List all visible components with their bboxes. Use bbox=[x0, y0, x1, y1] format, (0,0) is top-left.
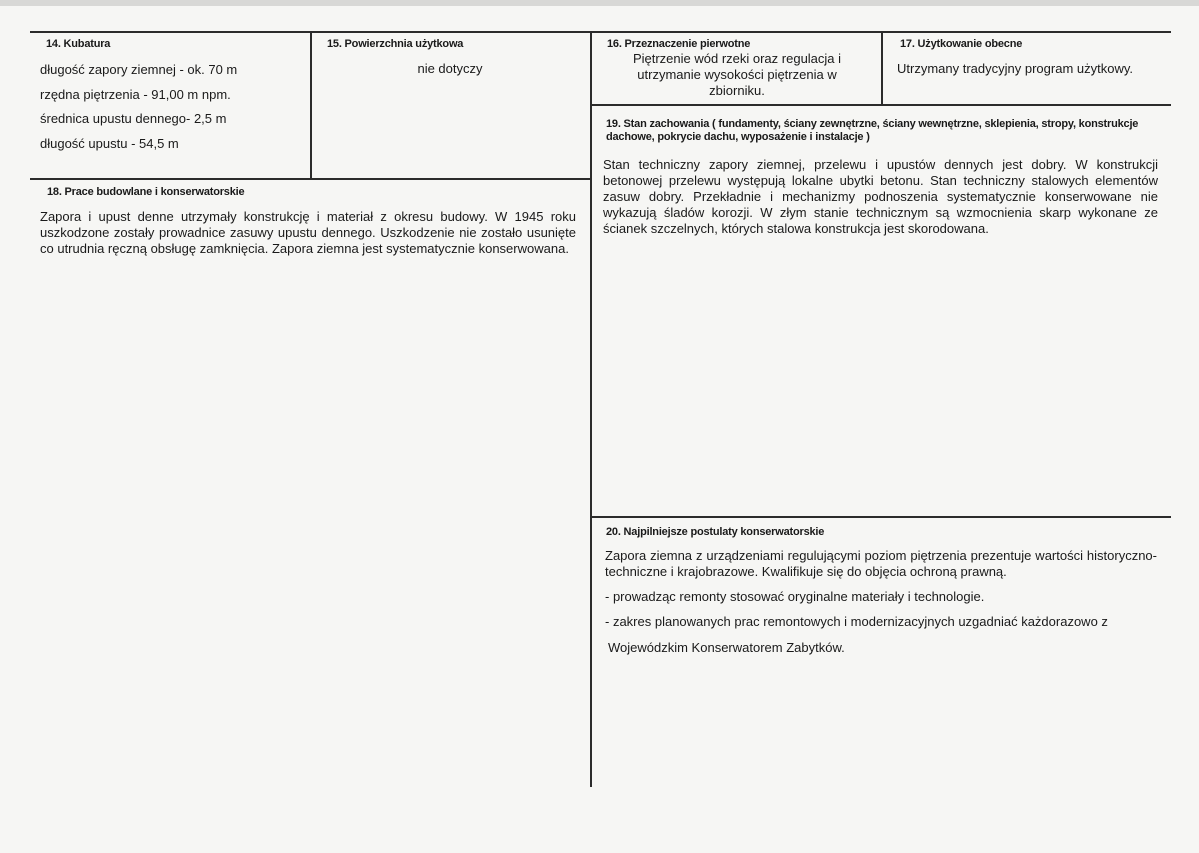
section-14-line-1: długość zapory ziemnej - ok. 70 m bbox=[40, 62, 238, 77]
section-15-value: nie dotyczy bbox=[417, 61, 483, 76]
section-20-item-2: - zakres planowanych prac remontowych i modernizacyjnych uzgadniać każdorazowo z bbox=[605, 614, 1108, 629]
section-14-line-4: długość upustu - 54,5 m bbox=[40, 136, 179, 151]
section-20-item-3: Wojewódzkim Konserwatorem Zabytków. bbox=[608, 640, 845, 655]
section-19-heading: 19. Stan zachowania ( fundamenty, ściany zewnętrzne, ściany wewnętrzne, sklepienia, stropy, konstrukcje dachowe, pokrycie dachu, wyposażenie i instalacje ) bbox=[606, 118, 1139, 143]
divider-16-17 bbox=[881, 31, 883, 105]
section-20-heading: 20. Najpilniejsze postulaty konserwatorskie bbox=[606, 526, 825, 538]
top-rule bbox=[30, 31, 1171, 33]
section-18-text: Zapora i upust denne utrzymały konstrukcję i materiał z okresu budowy. W 1945 roku uszkodzone zostały prowadnice zasuwy upustu dennego. Uszkodzenie nie zostało usunięte co utrudnia ręczną obsługę zamknięcia. Zapora ziemna jest systematycznie konserwowana. bbox=[40, 209, 576, 256]
section-14-line-3: średnica upustu dennego- 2,5 m bbox=[40, 111, 227, 126]
section-15-heading: 15. Powierzchnia użytkowa bbox=[327, 38, 464, 50]
section-16-text: Piętrzenie wód rzeki oraz regulacja i utrzymanie wysokości piętrzenia w zbiorniku. bbox=[632, 51, 842, 98]
rule-above-19 bbox=[590, 104, 1171, 106]
scan-edge bbox=[0, 0, 1199, 6]
section-19-text: Stan techniczny zapory ziemnej, przelewu i upustów dennych jest dobry. W konstrukcji betonowej przelewu występują lokalne ubytki betonu. Stan techniczny stalowych elementów zasuw dobry. Przekładnie i mechanizmy podnoszenia systematycznie konserwowane nie wykazują śladów korozji. W złym stanie technicznym są wzmocnienia skarp wykonane ze ścianek szczelnych, których stalowa konstrukcja jest skorodowana. bbox=[603, 157, 1158, 236]
section-17-heading: 17. Użytkowanie obecne bbox=[900, 38, 1023, 50]
section-14-line-2: rzędna piętrzenia - 91,00 m npm. bbox=[40, 87, 231, 102]
section-20-text: Zapora ziemna z urządzeniami regulującymi poziom piętrzenia prezentuje wartości historyczno-techniczne i krajobrazowe. Kwalifikuje się do objęcia ochroną prawną. bbox=[605, 548, 1157, 579]
rule-above-20 bbox=[590, 516, 1171, 518]
section-14-heading: 14. Kubatura bbox=[46, 38, 111, 50]
section-16-heading: 16. Przeznaczenie pierwotne bbox=[607, 38, 751, 50]
section-20-item-1: - prowadząc remonty stosować oryginalne materiały i technologie. bbox=[605, 589, 985, 604]
section-17-text: Utrzymany tradycyjny program użytkowy. bbox=[897, 61, 1133, 76]
divider-15-16 bbox=[590, 31, 592, 787]
rule-above-18 bbox=[30, 178, 592, 180]
divider-14-15 bbox=[310, 31, 312, 179]
section-18-heading: 18. Prace budowlane i konserwatorskie bbox=[47, 186, 245, 198]
